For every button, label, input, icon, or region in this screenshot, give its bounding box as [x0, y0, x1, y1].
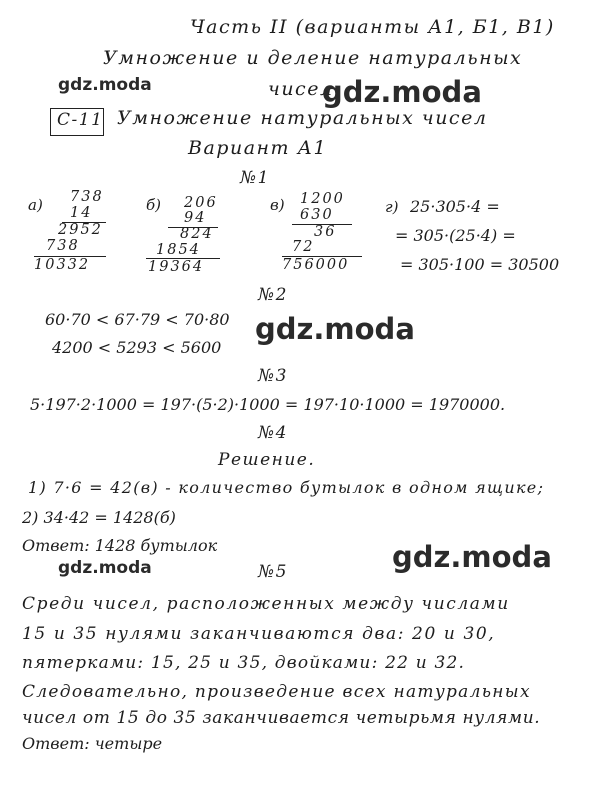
solution-step: 1) 7·6 = 42(в) - количество бутылок в одном ящике;	[28, 478, 545, 497]
task1-d-label: г)	[385, 198, 399, 216]
solution-line: Следовательно, произведение всех натуральных	[22, 682, 531, 702]
expression-line: 5·197·2·1000 = 197·(5·2)·1000 = 197·10·1000 = 1970000.	[30, 395, 506, 414]
watermark-text: gdz.moda	[392, 540, 552, 574]
part-title: Часть II (варианты А1, Б1, В1)	[190, 16, 555, 38]
answer-line: Ответ: 1428 бутылок	[22, 536, 218, 555]
mult-top: 206	[184, 195, 218, 211]
mult-bottom: 14	[70, 205, 93, 221]
watermark-text: gdz.moda	[58, 75, 152, 95]
solution-line: чисел от 15 до 35 заканчивается четырьмя нулями.	[22, 708, 541, 728]
partial-product: 824	[180, 226, 214, 242]
watermark-text: gdz.moda	[58, 558, 152, 578]
variant-title: Вариант А1	[188, 137, 328, 159]
mult-top: 1200	[300, 191, 345, 207]
section-title: Умножение натуральных чисел	[117, 107, 488, 129]
task1-b-label: б)	[146, 196, 162, 214]
section-code: С-11	[57, 110, 104, 130]
solution-line: 15 и 35 нулями заканчиваются два: 20 и 30,	[22, 624, 496, 644]
task-number: №3	[258, 366, 288, 386]
expression-line: = 305·100 = 30500	[400, 255, 560, 274]
expression-line: = 305·(25·4) =	[395, 226, 516, 245]
partial-product: 738	[46, 238, 80, 254]
watermark-text: gdz.moda	[322, 75, 482, 109]
mult-bottom: 94	[184, 210, 207, 226]
inequality-line: 4200 < 5293 < 5600	[52, 338, 222, 357]
solution-line: Среди чисел, расположенных между числами	[22, 594, 510, 614]
product: 756000	[282, 257, 350, 273]
mult-top: 738	[70, 189, 104, 205]
solution-heading: Решение.	[218, 450, 316, 470]
topic-title-cont: чисел	[268, 78, 334, 100]
partial-product: 36	[314, 224, 337, 240]
task-number: №2	[258, 285, 288, 305]
task1-c-label: в)	[270, 196, 285, 214]
expression-line: 25·305·4 =	[410, 197, 500, 216]
product: 19364	[148, 259, 205, 275]
solution-step: 2) 34·42 = 1428(б)	[22, 508, 176, 527]
topic-title: Умножение и деление натуральных	[103, 47, 523, 69]
task-number: №4	[258, 423, 288, 443]
partial-product: 1854	[156, 242, 201, 258]
task-number: №5	[258, 562, 288, 582]
partial-product: 2952	[58, 222, 103, 238]
inequality-line: 60·70 < 67·79 < 70·80	[45, 310, 230, 329]
task1-a-label: а)	[28, 196, 43, 214]
mult-bottom: 630	[300, 207, 334, 223]
watermark-text: gdz.moda	[255, 312, 415, 346]
solution-line: пятерками: 15, 25 и 35, двойками: 22 и 32.	[22, 653, 466, 673]
answer-line: Ответ: четыре	[22, 734, 163, 753]
product: 10332	[34, 257, 91, 273]
task-number: №1	[240, 168, 270, 188]
partial-product: 72	[292, 239, 315, 255]
